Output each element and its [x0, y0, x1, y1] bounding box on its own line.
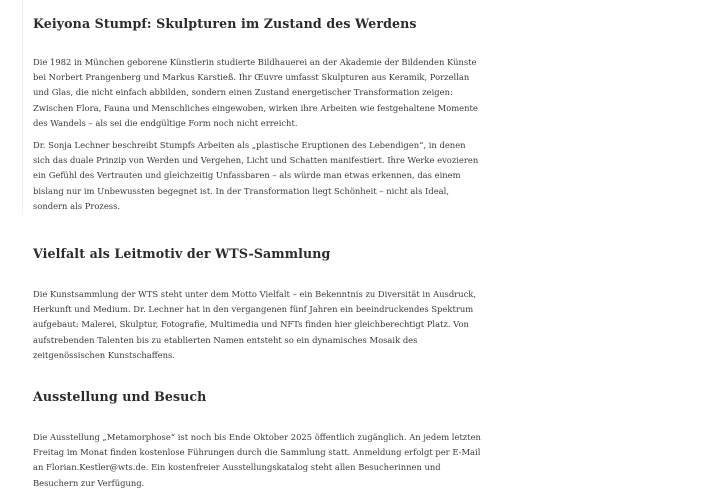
section-heading-artist: Keiyona Stumpf: Skulpturen im Zustand des Werdens	[33, 16, 417, 31]
section-exhibition	[33, 389, 483, 491]
paragraph-artist-description: Dr. Sonja Lechner beschreibt Stumpfs Arbeiten als „plastische Eruptionen des Lebendigen“, in denen sich das duale Prinzip von Werden und Vergehen, Licht und Schatten manifestiert. Ihre Werke evozieren ein Gefühl des Vertrauten und gleichzeitig Unfassbaren – als würde man etwas erkennen, das einem bislang nur im Unbewussten begegnet ist. In der Transformation liegt Schönheit – nicht als Ideal, sondern als Prozess.	[33, 140, 479, 211]
paragraph-exhibition: Die Ausstellung „Metamorphose“ ist noch bis Ende Oktober 2025 öffentlich zugänglich. An jedem letzten Freitag im Monat finden kostenlose Führungen durch die Sammlung statt. Anmeldung erfolgt per E-Mail an Florian.Kestler@wts.de. Ein kostenfreier Ausstellungskatalog steht allen Besucherinnen und Besuchern zur Verfügung.	[33, 432, 481, 488]
section-heading-collection: Vielfalt als Leitmotiv der WTS-Sammlung	[33, 246, 331, 262]
paragraph-artist-bio: Die 1982 in München geborene Künstlerin studierte Bildhauerei an der Akademie der Bildenden Künste bei Norbert Prangenberg und Markus Karstieß. Ihr Œuvre umfasst Skulpturen aus Keramik, Porzellan und Glas, die nicht einfach abbilden, sondern einen Zustand energetischer Transformation zeigen: Zwischen Flora, Fauna und Menschliches eingewoben, wirken ihre Arbeiten wie festgehaltene Momente des Wandels – als sei die endgültige Form noch nicht erreicht.	[33, 57, 478, 128]
section-heading-exhibition: Ausstellung und Besuch	[33, 389, 207, 405]
section-artist	[33, 0, 483, 214]
paragraph-collection: Die Kunstsammlung der WTS steht unter dem Motto Vielfalt – ein Bekenntnis zu Diversität in Ausdruck, Herkunft und Medium. Dr. Lechner hat in den vergangenen fünf Jahren ein beeindruckendes Spektrum aufgebaut: Malerei, Skulptur, Fotografie, Multimedia und NFTs finden hier gleichberechtigt Platz. Von aufstrebenden Talenten bis zu etablierten Namen entsteht so ein dynamisches Mosaik des zeitgenössischen Kunstschaffens.	[33, 289, 477, 360]
section-collection	[33, 246, 483, 363]
article-content	[33, 0, 483, 491]
